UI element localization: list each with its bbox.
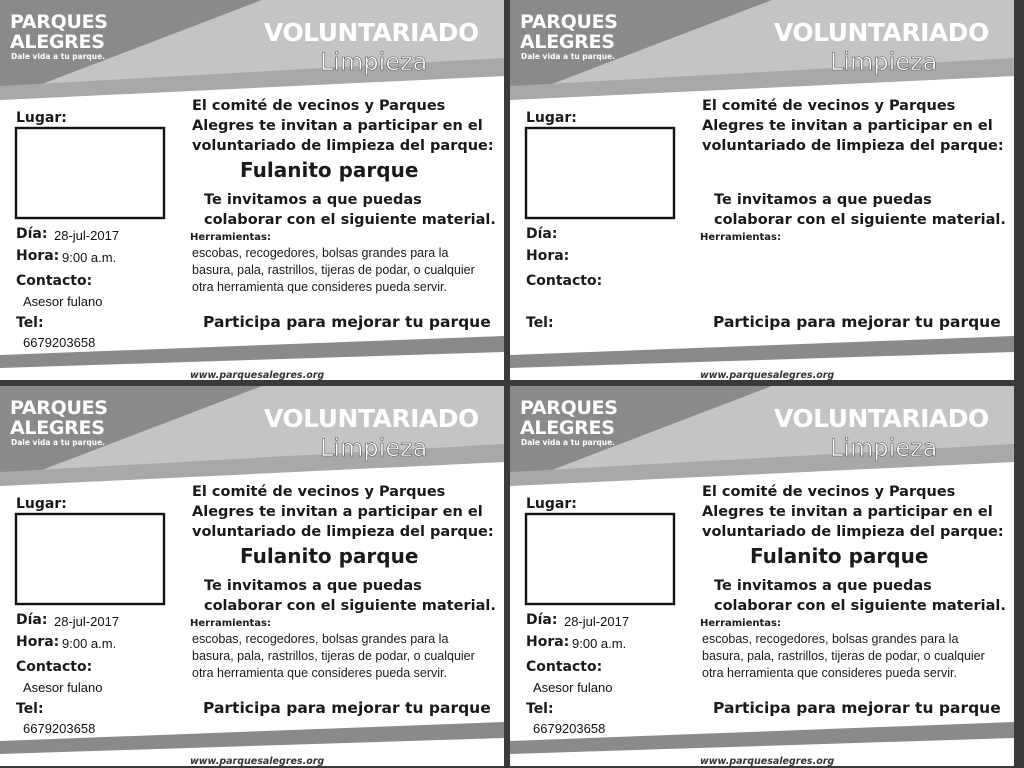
- lugar-label: Lugar:: [16, 110, 67, 126]
- tools-label: Herramientas:: [700, 618, 781, 629]
- hora-value: 9:00 a.m.: [62, 250, 117, 265]
- logo-line1: PARQUES: [10, 11, 108, 33]
- dia-value: 28-jul-2017: [54, 228, 120, 243]
- tools-label: Herramientas:: [190, 618, 271, 629]
- tools-text: escobas, recogedores, bolsas grandes para la basura, pala, rastrillos, tijeras de podar, o cualquier otra herramienta que consideres pueda servir.: [702, 632, 985, 680]
- logo-line2: ALEGRES: [10, 31, 105, 53]
- flyer-title: VOLUNTARIADO: [264, 18, 479, 47]
- flyer-card: [510, 0, 1014, 380]
- dia-label: Día:: [526, 226, 558, 242]
- flyer-title: VOLUNTARIADO: [774, 18, 989, 47]
- dia-label: Día:: [526, 612, 558, 628]
- call-to-action: Participa para mejorar tu parque: [203, 313, 491, 331]
- flyer-card: [0, 386, 504, 766]
- flyer-subtitle: Limpieza: [830, 48, 938, 76]
- lugar-box: [16, 514, 164, 604]
- lugar-box: [526, 514, 674, 604]
- hora-label: Hora:: [16, 634, 60, 650]
- contacto-label: Contacto:: [16, 273, 93, 289]
- dia-value: 28-jul-2017: [564, 614, 630, 629]
- hora-label: Hora:: [526, 248, 570, 264]
- lugar-box: [16, 128, 164, 218]
- tools-label: Herramientas:: [190, 232, 271, 243]
- flyer-card: [0, 0, 504, 380]
- tools-label: Herramientas:: [700, 232, 781, 243]
- logo-line1: PARQUES: [10, 397, 108, 419]
- park-name: Fulanito parque: [750, 544, 929, 568]
- contacto-label: Contacto:: [526, 273, 603, 289]
- footer-band: [510, 336, 1014, 368]
- hora-label: Hora:: [16, 248, 60, 264]
- hora-value: 9:00 a.m.: [62, 636, 117, 651]
- tel-value: 6679203658: [533, 721, 606, 736]
- tel-label: Tel:: [526, 701, 554, 717]
- collaboration-text: Te invitamos a que puedas colaborar con el siguiente material.: [204, 578, 496, 614]
- park-name: Fulanito parque: [240, 158, 419, 182]
- lugar-label: Lugar:: [16, 496, 67, 512]
- contacto-label: Contacto:: [526, 659, 603, 675]
- website-link[interactable]: www.parquesalegres.org: [190, 756, 325, 766]
- contacto-value: Asesor fulano: [23, 680, 103, 695]
- collaboration-text: Te invitamos a que puedas colaborar con el siguiente material.: [714, 578, 1006, 614]
- invitation-text: El comité de vecinos y Parques Alegres te invitan a participar en el voluntariado de limpieza del parque:: [192, 484, 494, 540]
- website-link[interactable]: www.parquesalegres.org: [700, 370, 835, 380]
- flyer-title: VOLUNTARIADO: [264, 404, 479, 433]
- call-to-action: Participa para mejorar tu parque: [203, 699, 491, 717]
- call-to-action: Participa para mejorar tu parque: [713, 313, 1001, 331]
- tools-text: escobas, recogedores, bolsas grandes para la basura, pala, rastrillos, tijeras de podar, o cualquier otra herramienta que consideres pueda servir.: [192, 246, 475, 294]
- flyer-subtitle: Limpieza: [320, 48, 428, 76]
- contacto-value: Asesor fulano: [23, 294, 103, 309]
- logo-line1: PARQUES: [520, 11, 618, 33]
- call-to-action: Participa para mejorar tu parque: [713, 699, 1001, 717]
- website-link[interactable]: www.parquesalegres.org: [190, 370, 325, 380]
- flyer-title: VOLUNTARIADO: [774, 404, 989, 433]
- tel-value: 6679203658: [23, 721, 96, 736]
- park-name: Fulanito parque: [240, 544, 419, 568]
- tools-text: escobas, recogedores, bolsas grandes para la basura, pala, rastrillos, tijeras de podar, o cualquier otra herramienta que consideres pueda servir.: [192, 632, 475, 680]
- tel-label: Tel:: [526, 315, 554, 331]
- lugar-label: Lugar:: [526, 110, 577, 126]
- logo-tagline: Dale vida a tu parque.: [11, 438, 106, 447]
- dia-value: 28-jul-2017: [54, 614, 120, 629]
- contacto-label: Contacto:: [16, 659, 93, 675]
- collaboration-text: Te invitamos a que puedas colaborar con el siguiente material.: [714, 192, 1006, 228]
- flyer-subtitle: Limpieza: [830, 434, 938, 462]
- logo-line2: ALEGRES: [520, 417, 615, 439]
- logo-tagline: Dale vida a tu parque.: [11, 52, 106, 61]
- logo-tagline: Dale vida a tu parque.: [521, 52, 616, 61]
- dia-label: Día:: [16, 226, 48, 242]
- invitation-text: El comité de vecinos y Parques Alegres te invitan a participar en el voluntariado de limpieza del parque:: [702, 98, 1004, 154]
- logo-line2: ALEGRES: [10, 417, 105, 439]
- hora-value: 9:00 a.m.: [572, 636, 627, 651]
- logo-tagline: Dale vida a tu parque.: [521, 438, 616, 447]
- flyer-card: [510, 386, 1014, 766]
- invitation-text: El comité de vecinos y Parques Alegres te invitan a participar en el voluntariado de limpieza del parque:: [192, 98, 494, 154]
- flyer-subtitle: Limpieza: [320, 434, 428, 462]
- logo-line1: PARQUES: [520, 397, 618, 419]
- tel-label: Tel:: [16, 315, 44, 331]
- lugar-label: Lugar:: [526, 496, 577, 512]
- website-link[interactable]: www.parquesalegres.org: [700, 756, 835, 766]
- dia-label: Día:: [16, 612, 48, 628]
- lugar-box: [526, 128, 674, 218]
- logo-line2: ALEGRES: [520, 31, 615, 53]
- hora-label: Hora:: [526, 634, 570, 650]
- tel-label: Tel:: [16, 701, 44, 717]
- collaboration-text: Te invitamos a que puedas colaborar con el siguiente material.: [204, 192, 496, 228]
- contacto-value: Asesor fulano: [533, 680, 613, 695]
- invitation-text: El comité de vecinos y Parques Alegres te invitan a participar en el voluntariado de limpieza del parque:: [702, 484, 1004, 540]
- tel-value: 6679203658: [23, 335, 96, 350]
